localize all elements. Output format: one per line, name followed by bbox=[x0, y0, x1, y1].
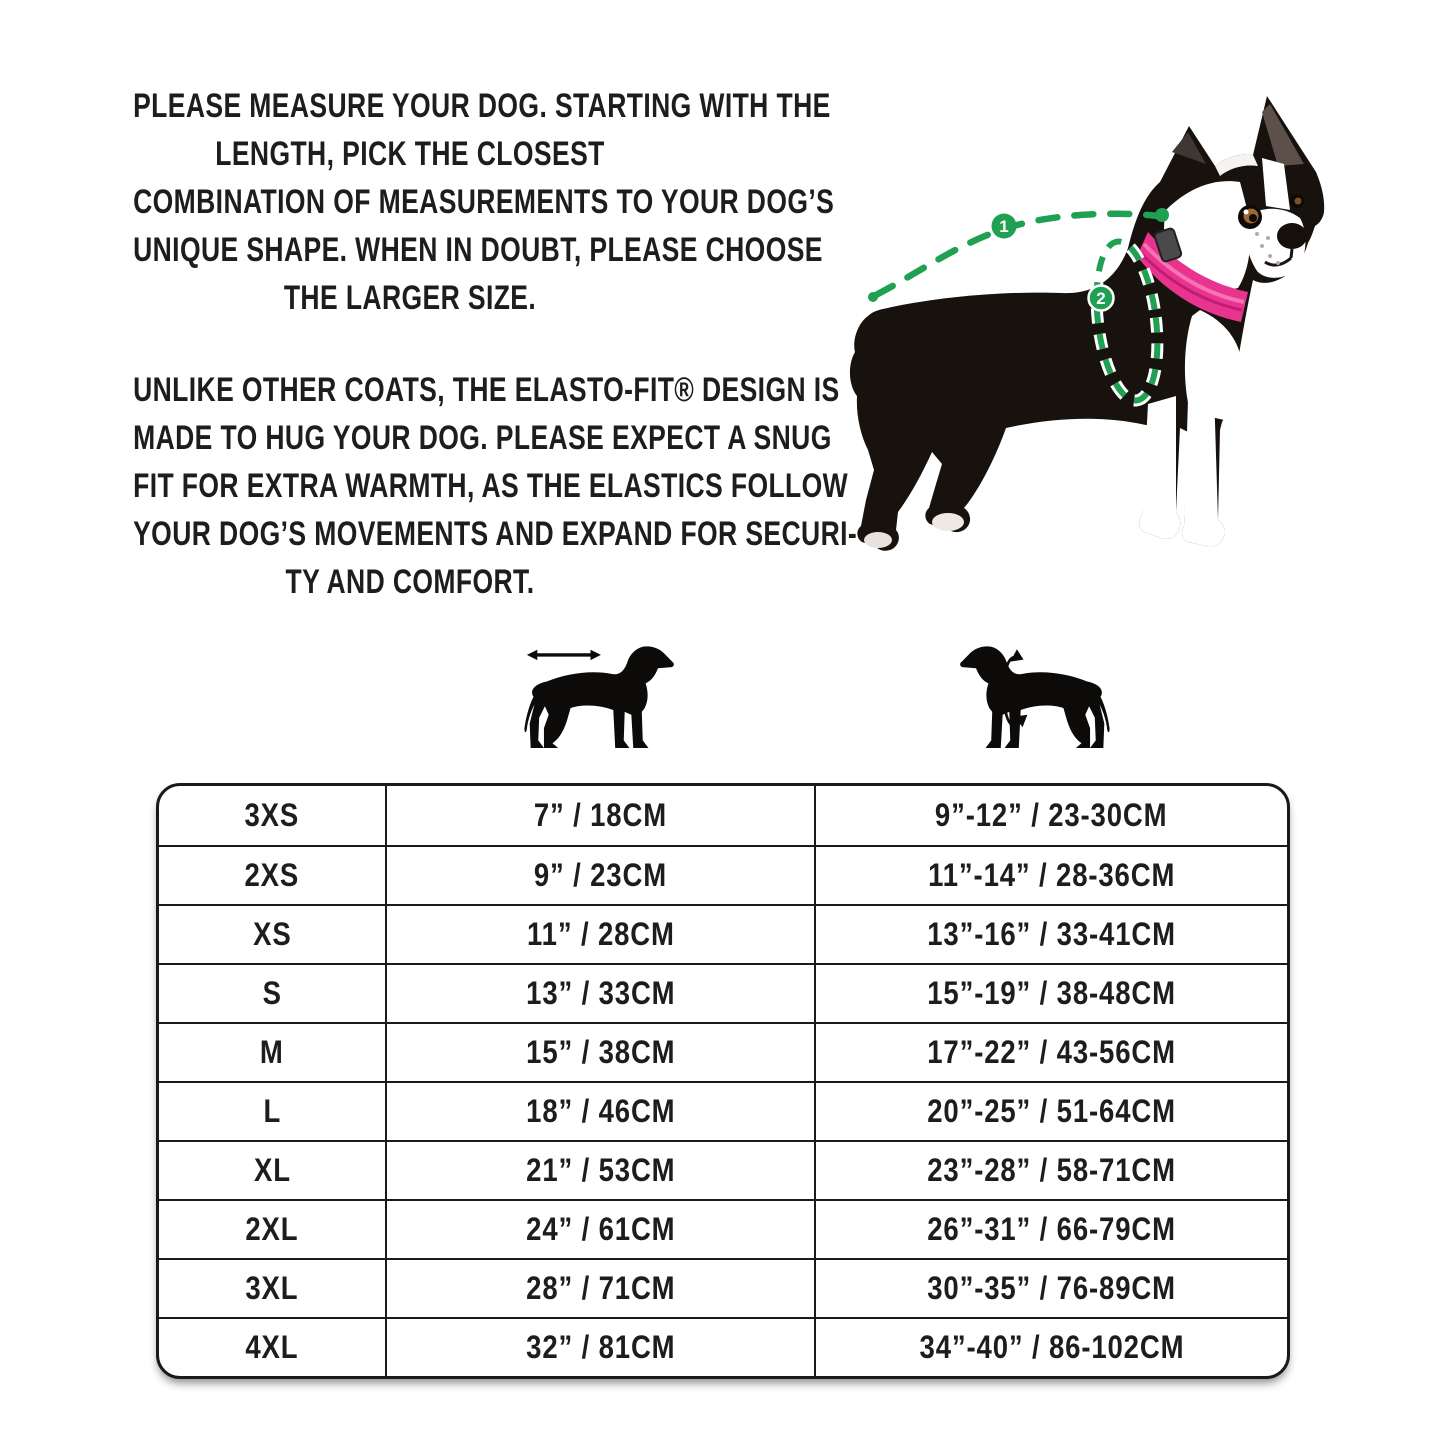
cell-girth: 20”-25” / 51-64CM bbox=[814, 1083, 1287, 1140]
cell-length: 11” / 28CM bbox=[385, 906, 814, 963]
cell-length: 9” / 23CM bbox=[385, 847, 814, 904]
table-row bbox=[159, 904, 1287, 963]
table-row bbox=[159, 1258, 1287, 1317]
cell-size: M bbox=[260, 1034, 284, 1070]
cell-size: XS bbox=[252, 916, 292, 952]
marker-1-badge bbox=[992, 214, 1017, 239]
cell-girth: 34”-40” / 86-102CM bbox=[814, 1319, 1287, 1376]
cell-length: 15” / 38CM bbox=[385, 1024, 814, 1081]
instructions-line: UNIQUE SHAPE. WHEN IN DOUBT, PLEASE CHOOSE bbox=[133, 231, 823, 269]
cell-length: 32” / 81CM bbox=[385, 1319, 814, 1376]
marker-2-label: 2 bbox=[1096, 289, 1106, 308]
cell-length: 13” / 33CM bbox=[385, 965, 814, 1022]
table-row bbox=[159, 845, 1287, 904]
table-row bbox=[159, 1199, 1287, 1258]
cell-size: S bbox=[262, 975, 282, 1011]
cell-length: 28” / 71CM bbox=[385, 1260, 814, 1317]
instructions-line: COMBINATION OF MEASUREMENTS TO YOUR DOG’S bbox=[133, 183, 835, 221]
cell-girth: 9”-12” / 23-30CM bbox=[814, 786, 1287, 845]
cell-girth: 17”-22” / 43-56CM bbox=[814, 1024, 1287, 1081]
table-row bbox=[159, 1081, 1287, 1140]
cell-size: 4XL bbox=[245, 1329, 299, 1365]
cell-girth: 23”-28” / 58-71CM bbox=[814, 1142, 1287, 1199]
table-row bbox=[159, 786, 1287, 845]
fit-note-line: MADE TO HUG YOUR DOG. PLEASE EXPECT A SNUG bbox=[133, 419, 832, 457]
cell-girth: 26”-31” / 66-79CM bbox=[814, 1201, 1287, 1258]
cell-size: 2XS bbox=[244, 857, 300, 893]
dog-length-arrow-icon bbox=[524, 640, 676, 762]
measure-instructions-paragraph bbox=[133, 82, 835, 322]
table-row bbox=[159, 1317, 1287, 1376]
marker-2-badge bbox=[1089, 286, 1114, 311]
dog-measurement-photo bbox=[810, 60, 1410, 590]
cell-girth: 11”-14” / 28-36CM bbox=[814, 847, 1287, 904]
fit-note-line: YOUR DOG’S MOVEMENTS AND EXPAND FOR SECURI- bbox=[133, 515, 858, 553]
cell-size: L bbox=[263, 1093, 281, 1129]
instructions-line: THE LARGER SIZE. bbox=[283, 279, 537, 317]
table-row bbox=[159, 963, 1287, 1022]
size-table bbox=[156, 783, 1290, 1379]
marker-1-label: 1 bbox=[999, 217, 1009, 236]
boston-terrier-illustration bbox=[850, 96, 1324, 551]
cell-length: 21” / 53CM bbox=[385, 1142, 814, 1199]
fit-note-line: TY AND COMFORT. bbox=[285, 563, 535, 601]
fit-note-line: FIT FOR EXTRA WARMTH, AS THE ELASTICS FOLLOW bbox=[133, 467, 849, 505]
table-row bbox=[159, 1022, 1287, 1081]
cell-size: XL bbox=[253, 1152, 291, 1188]
elasto-fit-note-paragraph bbox=[133, 366, 858, 606]
cell-girth: 30”-35” / 76-89CM bbox=[814, 1260, 1287, 1317]
cell-size: 3XS bbox=[244, 797, 300, 833]
cell-size: 3XL bbox=[245, 1270, 299, 1306]
instructions-line: PLEASE MEASURE YOUR DOG. STARTING WITH THE bbox=[133, 87, 831, 125]
fit-note-line: UNLIKE OTHER COATS, THE ELASTO-FIT® DESIGN IS bbox=[133, 371, 840, 409]
table-row bbox=[159, 1140, 1287, 1199]
length-arrow bbox=[527, 650, 601, 660]
cell-girth: 15”-19” / 38-48CM bbox=[814, 965, 1287, 1022]
cell-length: 18” / 46CM bbox=[385, 1083, 814, 1140]
dog-girth-loop-icon bbox=[958, 640, 1110, 762]
cell-girth: 13”-16” / 33-41CM bbox=[814, 906, 1287, 963]
cell-length: 24” / 61CM bbox=[385, 1201, 814, 1258]
cell-length: 7” / 18CM bbox=[385, 786, 814, 845]
instructions-line: LENGTH, PICK THE CLOSEST bbox=[215, 135, 605, 173]
cell-size: 2XL bbox=[245, 1211, 299, 1247]
